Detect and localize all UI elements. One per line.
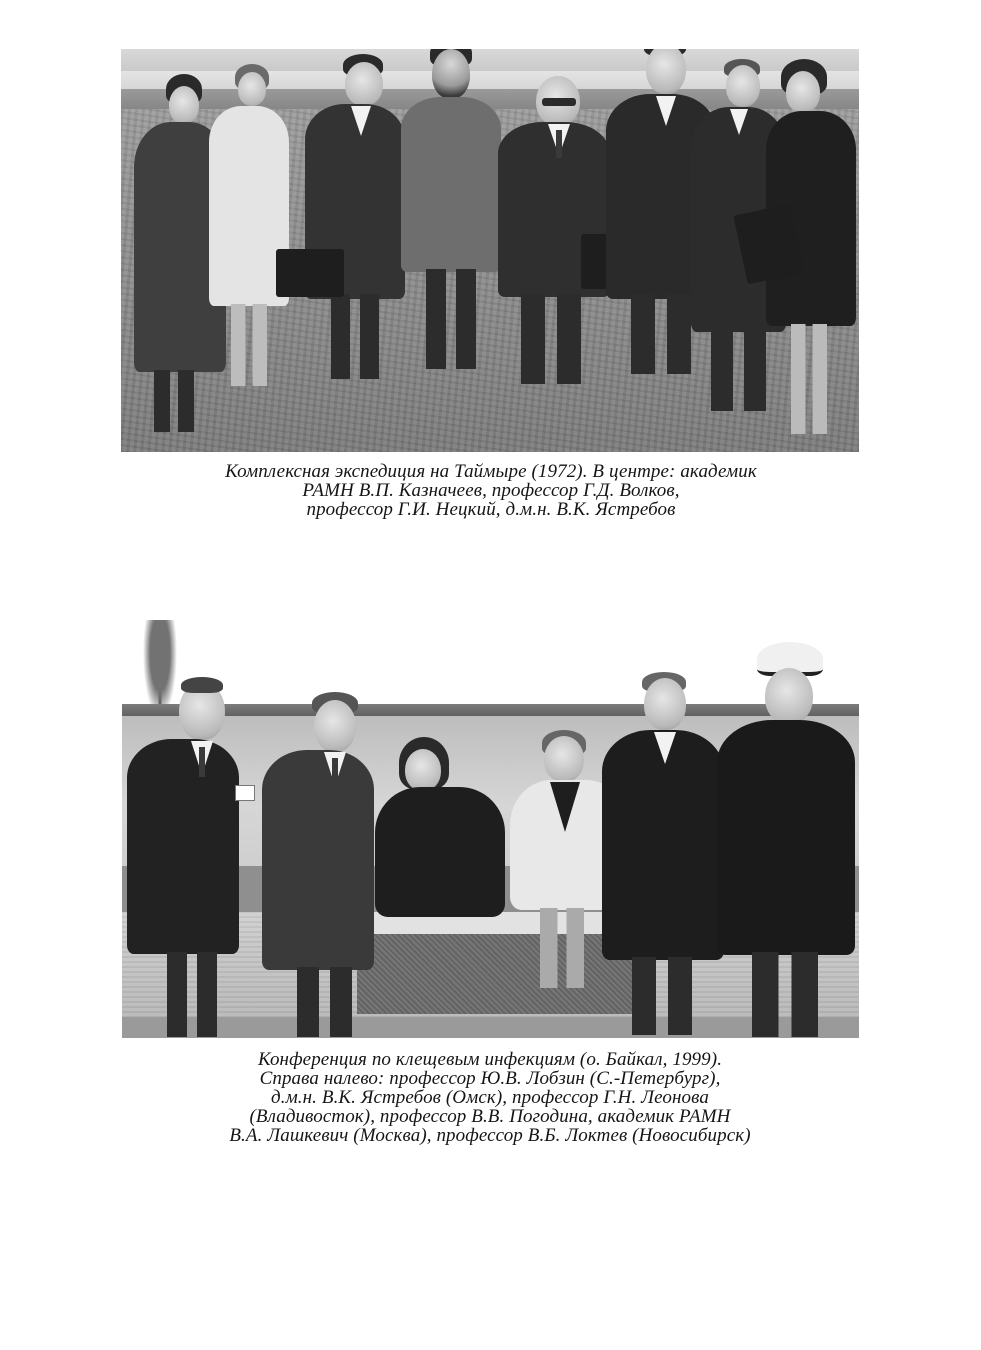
photo-taimyr-expedition [121, 49, 859, 452]
caption-line: В.А. Лашкевич (Москва), профессор В.Б. Локтев (Новосибирск) [229, 1125, 751, 1146]
name-badge [235, 785, 255, 801]
caption-line: Комплексная экспедиция на Таймыре (1972). В центре: академик [225, 461, 757, 482]
person-figure [746, 59, 856, 449]
person-figure [602, 672, 727, 1037]
caption-line: д.м.н. В.К. Ястребов (Омск), профессор Г.Н. Леонова [271, 1087, 709, 1108]
person-figure [262, 692, 377, 1037]
briefcase [276, 249, 344, 297]
caption-line: Справа налево: профессор Ю.В. Лобзин (С.-Петербург), [259, 1068, 721, 1089]
photo-caption [110, 1050, 870, 1145]
person-figure [401, 49, 501, 384]
photo-baikal-conference [122, 612, 859, 1038]
person-figure [127, 677, 242, 1037]
caption-line: Конференция по клещевым инфекциям (о. Байкал, 1999). [257, 1049, 723, 1070]
person-figure [375, 737, 515, 937]
person-figure [209, 64, 289, 394]
person-figure [717, 642, 857, 1037]
caption-line: РАМН В.П. Казначеев, профессор Г.Д. Волков, [302, 480, 680, 501]
photo-caption [121, 462, 861, 519]
caption-line: (Владивосток), профессор В.В. Погодина, академик РАМН [249, 1106, 731, 1127]
person-figure [496, 64, 611, 389]
caption-line: профессор Г.И. Нецкий, д.м.н. В.К. Ястребов [306, 499, 676, 520]
person-figure [301, 54, 406, 389]
